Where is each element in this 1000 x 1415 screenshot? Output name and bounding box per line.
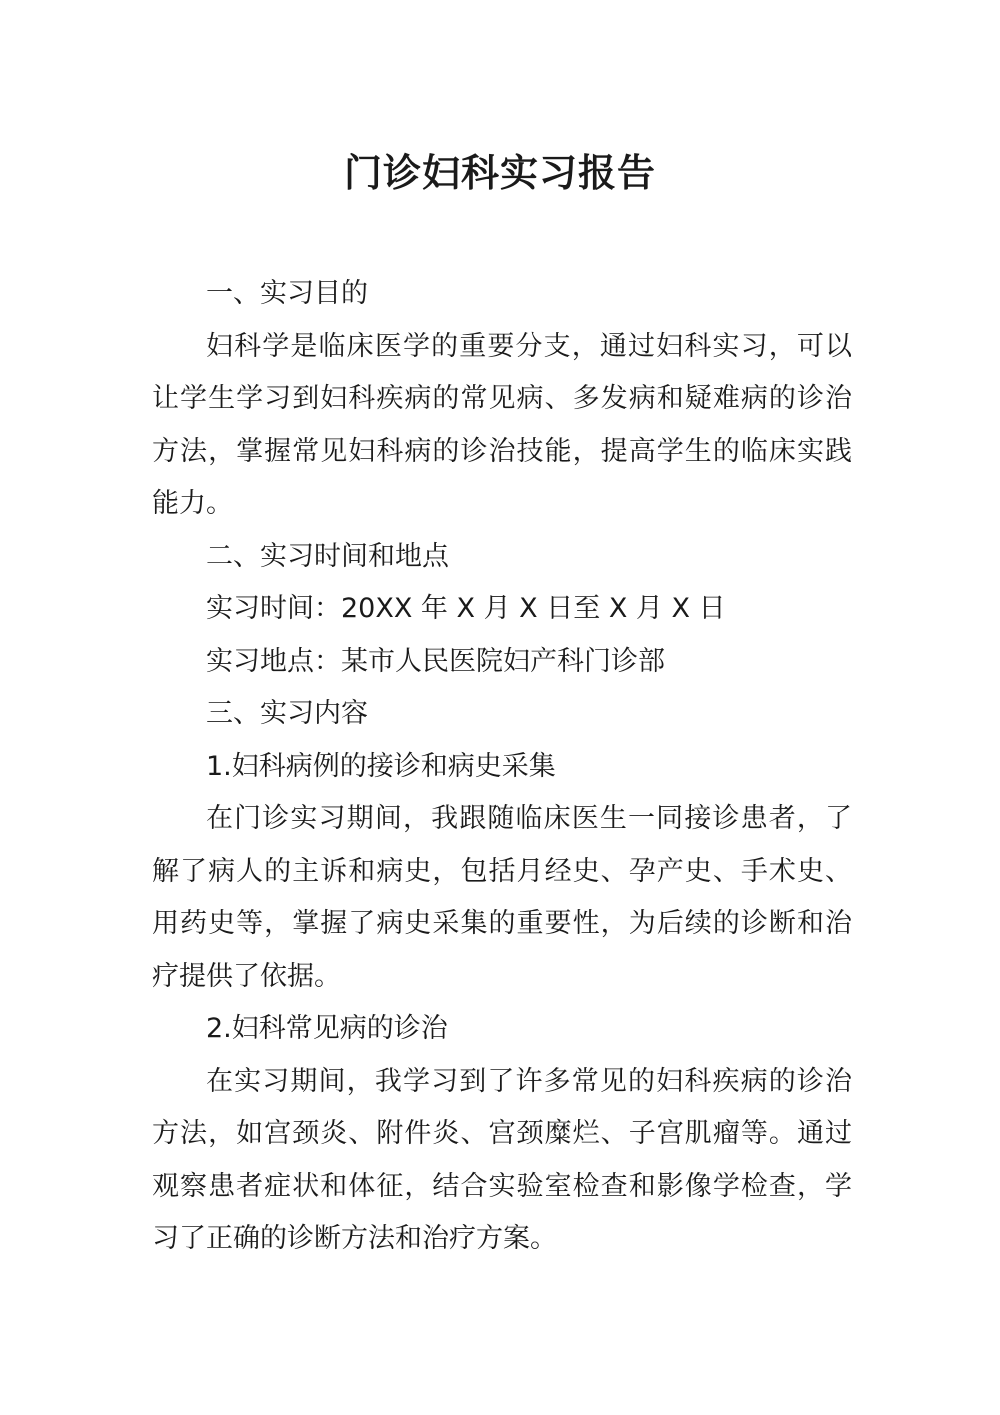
paragraph-time: 实习时间：20XX 年 X 月 X 日至 X 月 X 日 bbox=[206, 593, 726, 624]
section-heading-content: 三、实习内容 bbox=[206, 698, 368, 729]
paragraph-case-intake: 在门诊实习期间，我跟随临床医生一同接诊患者，了解了病人的主诉和病史，包括月经史、孕产史、手术史、用药史等，掌握了病史采集的重要性，为后续的诊断和治疗提供了依据。 bbox=[152, 803, 852, 992]
paragraph-place: 实习地点：某市人民医院妇产科门诊部 bbox=[206, 645, 665, 677]
paragraph-common-diseases: 在实习期间，我学习到了许多常见的妇科疾病的诊治方法，如宫颈炎、附件炎、宫颈糜烂、子宫肌瘤等。通过观察患者症状和体征，结合实验室检查和影像学检查，学习了正确的诊断方法和治疗方案。 bbox=[152, 1065, 852, 1254]
subheading-case-intake: 1.妇科病例的接诊和病史采集 bbox=[206, 750, 556, 782]
section-heading-time-place: 二、实习时间和地点 bbox=[206, 540, 449, 572]
paragraph-purpose: 妇科学是临床医学的重要分支，通过妇科实习，可以让学生学习到妇科疾病的常见病、多发病和疑难病的诊治方法，掌握常见妇科病的诊治技能，提高学生的临床实践能力。 bbox=[152, 330, 852, 519]
subheading-common-diseases: 2.妇科常见病的诊治 bbox=[206, 1013, 448, 1044]
document-body bbox=[152, 268, 852, 1266]
document-title: 门诊妇科实习报告 bbox=[343, 151, 656, 195]
section-heading-purpose: 一、实习目的 bbox=[206, 278, 368, 309]
